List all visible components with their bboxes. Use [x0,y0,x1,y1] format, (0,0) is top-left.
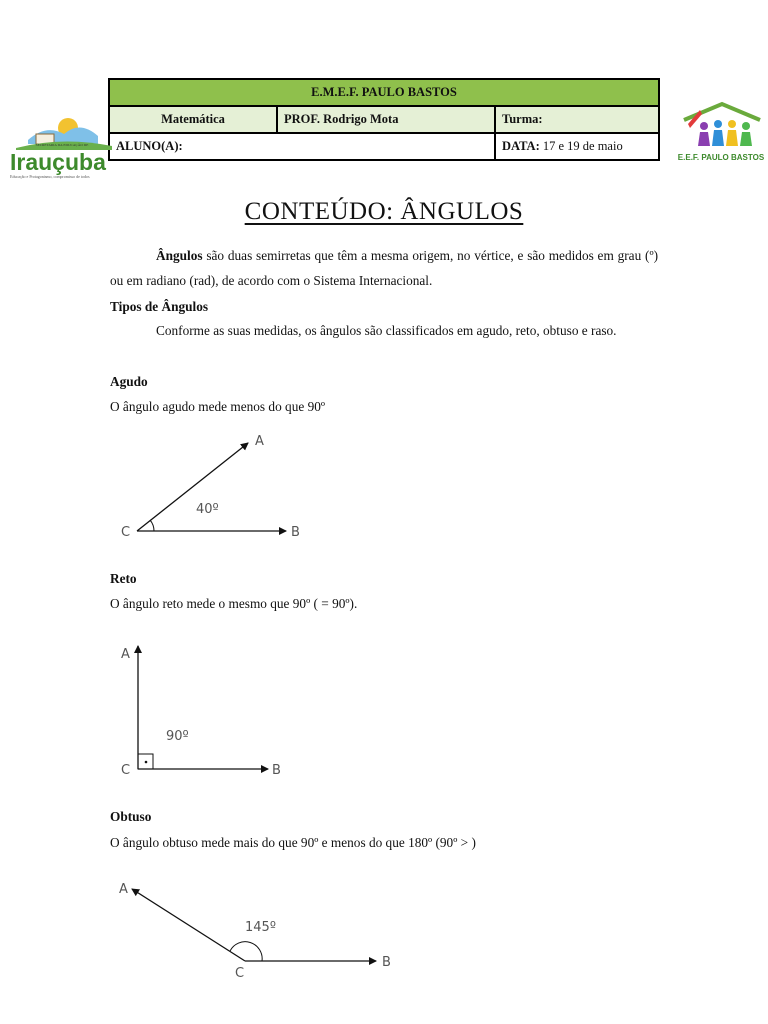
acute-angle-label: 40º [196,502,219,517]
right-angle-figure [121,646,281,778]
obtuse-label-b: B [382,955,391,970]
logo-right-text: E.E.F. PAULO BASTOS [677,153,765,162]
right-angle-label: 90º [166,729,189,744]
teacher-cell: PROF. Rodrigo Mota [277,106,495,133]
date-value: 17 e 19 de maio [542,139,623,153]
intro-text: são duas semirretas que têm a mesma origem, no vértice, e são medidos em grau (º) ou em radiano (rad), de acordo com o Sistema Internacional. [110,248,658,288]
class-cell: Turma: [495,106,659,133]
right-label-a: A [121,647,130,662]
acute-label-b: B [291,525,300,540]
acute-label-a: A [255,434,264,449]
acute-label-c: C [121,525,131,540]
intro-bold: Ângulos [156,248,203,263]
acute-angle-arc [150,520,154,531]
acute-angle-figure [121,434,300,540]
subject-cell: Matemática [109,106,277,133]
types-paragraph: Conforme as suas medidas, os ângulos são classificados em agudo, reto, obtuso e raso. [156,323,617,338]
logo-left-text: Irauçuba [10,149,106,175]
obtuse-text: O ângulo obtuso mede mais do que 90º e menos do que 180º (90º > ) [110,835,476,850]
obtuse-ray-a [132,889,245,961]
right-label-c: C [121,763,131,778]
obtuse-label-a: A [119,882,128,897]
page-title: CONTEÚDO: ÂNGULOS [244,198,524,225]
right-heading: Reto [110,571,137,586]
obtuse-label-c: C [235,966,245,981]
acute-ray-a [137,443,248,531]
student-cell: ALUNO(A): [109,133,495,160]
logo-left-tagline: Educação e Protagonismo, compromisso de todos [10,174,90,179]
date-label: DATA: [502,139,540,153]
obtuse-heading: Obtuso [110,809,152,824]
school-name: E.M.E.F. PAULO BASTOS [109,79,659,106]
right-text: O ângulo reto mede o mesmo que 90º ( = 90º). [110,596,358,611]
logo-left-small-top: SECRETARIA DA EDUCAÇÃO DE [35,143,89,147]
types-heading: Tipos de Ângulos [110,299,209,314]
acute-text: O ângulo agudo mede menos do que 90º [110,399,325,414]
obtuse-angle-label: 145º [245,920,276,935]
acute-heading: Agudo [110,374,148,389]
right-label-b: B [272,763,281,778]
right-angle-dot [145,761,148,764]
obtuse-angle-arc [230,942,262,961]
obtuse-angle-figure [119,882,391,981]
